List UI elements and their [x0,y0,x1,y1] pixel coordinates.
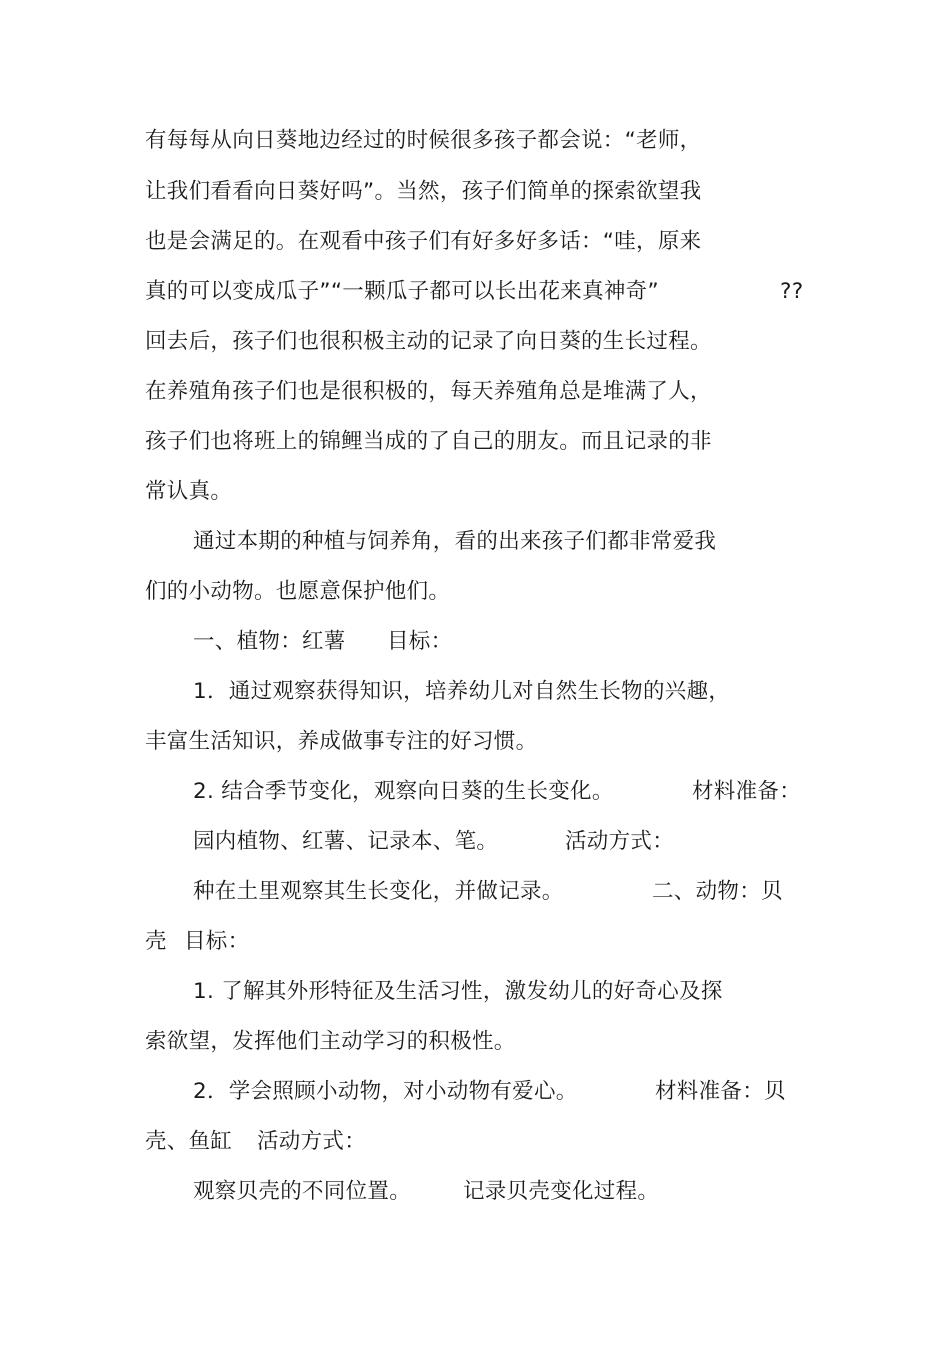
text-line: 壳、鱼缸 [145,1129,233,1154]
text-line: 也是会满足的。在观看中孩子们有好多好多话：“哇，原来 [145,229,702,254]
text-line: 丰富生活知识，养成做事专注的好习惯。 [145,729,538,754]
text-line: 1．通过观察获得知识，培养幼儿对自然生长物的兴趣， [193,679,731,704]
text-line: 2．学会照顾小动物，对小动物有爱心。 [193,1079,578,1104]
text-line: 1. 了解其外形特征及生活习性，激发幼儿的好奇心及探 [193,979,723,1004]
text-line: 们的小动物。也愿意保护他们。 [145,579,451,604]
text-line: 2. 结合季节变化，观察向日葵的生长变化。 [193,779,614,804]
text-line: 材料准备： [692,779,802,804]
text-line: 记录贝壳变化过程。 [463,1179,660,1204]
text-line: 目标： [387,629,453,654]
text-line: 观察贝壳的不同位置。 [193,1179,412,1204]
text-line: 让我们看看向日葵好吗”。当然，孩子们简单的探索欲望我 [145,179,702,204]
text-line: 材料准备：贝 [655,1079,786,1104]
text-line: 活动方式： [257,1129,367,1154]
text-line: 索欲望，发挥他们主动学习的积极性。 [145,1029,516,1054]
text-line: 活动方式： [565,829,675,854]
text-line: 通过本期的种植与饲养角，看的出来孩子们都非常爱我 [193,529,717,554]
text-line: 一、植物：红薯 [193,629,346,654]
text-line: 二、动物：贝 [652,879,783,904]
text-line: 壳 [145,929,167,954]
text-line: 园内植物、红薯、记录本、笔。 [193,829,499,854]
text-line: 目标： [184,929,250,954]
text-line: 有每每从向日葵地边经过的时候很多孩子都会说：“老师， [145,128,702,153]
text-line: 在养殖角孩子们也是很积极的，每天养殖角总是堆满了人， [145,379,712,404]
text-line: 孩子们也将班上的锦鲤当成的了自己的朋友。而且记录的非 [145,429,712,454]
text-line: ?? [780,279,804,304]
text-line: 种在土里观察其生长变化，并做记录。 [193,879,564,904]
text-line: 常认真。 [145,479,233,504]
text-line: 真的可以变成瓜子”“一颗瓜子都可以长出花来真神奇” [145,279,659,304]
text-line: 回去后，孩子们也很积极主动的记录了向日葵的生长过程。 [145,329,712,354]
